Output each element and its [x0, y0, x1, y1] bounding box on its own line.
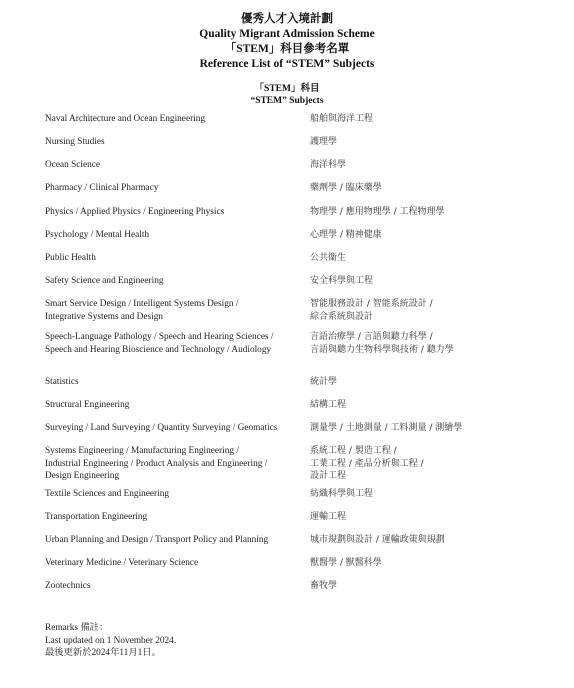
- subject-en: [45, 136, 105, 149]
- subject-zh: [310, 136, 337, 149]
- subject-zh-line: 海洋科學: [310, 160, 347, 170]
- document-header: [0, 12, 574, 72]
- subject-en: [45, 298, 238, 323]
- subject-row: [0, 422, 574, 445]
- subject-row: [0, 113, 574, 136]
- subject-en-line: Psychology / Mental Health: [45, 230, 150, 240]
- subject-zh-line: 安全科學與工程: [310, 276, 374, 286]
- subject-row: [0, 252, 574, 275]
- subtitle-zh: 「STEM」科目參考名單: [224, 43, 350, 55]
- subject-zh: [310, 206, 445, 219]
- title-en: Quality Migrant Admission Scheme: [199, 28, 375, 40]
- subject-zh: [310, 298, 433, 323]
- subject-zh: [310, 252, 346, 265]
- subject-en: [45, 488, 169, 501]
- subject-zh-line: 護理學: [310, 137, 338, 147]
- section-heading-zh: 「STEM」科目: [254, 84, 320, 94]
- last-updated-en: Last updated on 1 November 2024.: [45, 635, 177, 646]
- subject-zh: [310, 511, 346, 524]
- subject-en: [45, 557, 198, 570]
- subject-zh: [310, 182, 382, 195]
- subject-en-line: Systems Engineering / Manufacturing Engineering /: [45, 446, 239, 456]
- subject-en: [45, 206, 224, 219]
- subject-en: [45, 229, 149, 242]
- subject-en-line: Zootechnics: [45, 581, 91, 591]
- subject-zh-line: 公共衞生: [310, 253, 347, 263]
- subject-en: [45, 182, 158, 195]
- subject-en-line: Veterinary Medicine / Veterinary Science: [45, 558, 199, 568]
- remarks-label: Remarks 備註：: [45, 623, 109, 633]
- subject-zh-line: 設計工程: [310, 471, 347, 481]
- subject-en-line: Physics / Applied Physics / Engineering Physics: [45, 207, 225, 217]
- subject-zh-line: 藥劑學 / 臨床藥學: [310, 183, 382, 193]
- subject-zh: [310, 229, 382, 242]
- subject-en: [45, 422, 277, 435]
- subject-en-line: Surveying / Land Surveying / Quantity Surveying / Geomatics: [45, 423, 278, 433]
- subject-en-line: Safety Science and Engineering: [45, 276, 164, 286]
- subject-row: [0, 182, 574, 206]
- section-heading: [0, 83, 574, 107]
- subject-en: [45, 331, 273, 356]
- subject-row: [0, 298, 574, 331]
- subject-row: [0, 229, 574, 252]
- subject-zh-line: 物理學 / 應用物理學 / 工程物理學: [310, 207, 445, 217]
- subject-en-line: Public Health: [45, 253, 96, 263]
- subject-row: [0, 580, 574, 600]
- subject-row: [0, 275, 574, 298]
- subject-zh-line: 船舶與海洋工程: [310, 114, 374, 124]
- subject-zh-line: 城市規劃與設計 / 運輸政策與規劃: [310, 535, 445, 545]
- subject-row: [0, 557, 574, 580]
- last-updated-zh: 最後更新於2024年11月1日。: [45, 648, 161, 658]
- subject-zh: [310, 399, 346, 412]
- subject-row: [0, 511, 574, 534]
- subject-zh: [310, 534, 445, 547]
- subject-row: [0, 159, 574, 182]
- subject-en-line: Pharmacy / Clinical Pharmacy: [45, 183, 159, 193]
- subject-zh: [310, 422, 462, 435]
- subject-zh-line: 統計學: [310, 377, 338, 387]
- subject-en: [45, 511, 147, 524]
- subject-en: [45, 159, 100, 172]
- subject-zh-line: 紡織科學與工程: [310, 489, 374, 499]
- subject-zh: [310, 580, 337, 593]
- subject-en: [45, 534, 268, 547]
- subject-zh: [310, 113, 373, 126]
- subject-en: [45, 113, 205, 126]
- remarks: [45, 622, 176, 660]
- subject-row: [0, 206, 574, 229]
- subject-row: [0, 488, 574, 511]
- subject-row: [0, 136, 574, 159]
- subject-zh-line: 言語與聽力生物科學與技術 / 聽力學: [310, 344, 454, 355]
- subject-en-line: Nursing Studies: [45, 137, 105, 147]
- subject-en-line: Speech and Hearing Bioscience and Technology / Audiology: [45, 344, 272, 355]
- subject-zh: [310, 275, 373, 288]
- section-heading-en: “STEM” Subjects: [250, 96, 324, 106]
- subject-en-line: Textile Sciences and Engineering: [45, 489, 170, 499]
- subject-zh-line: 工業工程 / 產品分析與工程 /: [310, 458, 424, 469]
- subject-en-line: Transportation Engineering: [45, 512, 148, 522]
- subject-en-line: Smart Service Design / Intelligent Systems Design /: [45, 299, 239, 309]
- subject-en-line: Naval Architecture and Ocean Engineering: [45, 114, 206, 124]
- subject-en-line: Industrial Engineering / Product Analysis and Engineering /: [45, 458, 268, 469]
- subject-row: [0, 376, 574, 399]
- subject-en: [45, 445, 267, 483]
- subject-zh: [310, 159, 346, 172]
- subject-zh-line: 綜合系統與設計: [310, 311, 374, 322]
- subtitle-en: Reference List of “STEM” Subjects: [199, 58, 375, 70]
- subject-en-line: Statistics: [45, 377, 79, 387]
- subject-zh: [310, 488, 373, 501]
- subject-zh-line: 畜牧學: [310, 581, 338, 591]
- title-zh: 優秀人才入境計劃: [241, 13, 333, 25]
- subject-zh: [310, 557, 382, 570]
- subject-en: [45, 399, 129, 412]
- subject-row: [0, 399, 574, 422]
- subject-zh: [310, 376, 337, 389]
- subject-en-line: Ocean Science: [45, 160, 100, 170]
- subject-en-line: Integrative Systems and Design: [45, 311, 163, 322]
- subject-en: [45, 376, 79, 389]
- subject-row: [0, 445, 574, 488]
- subject-en-line: Urban Planning and Design / Transport Policy and Planning: [45, 535, 269, 545]
- subject-zh-line: 運輸工程: [310, 512, 347, 522]
- subject-zh-line: 測量學 / 土地測量 / 工料測量 / 測繪學: [310, 423, 463, 433]
- subject-row: [0, 534, 574, 557]
- subject-en: [45, 580, 90, 593]
- subject-zh: [310, 331, 454, 356]
- subject-en: [45, 252, 96, 265]
- subject-row: [0, 331, 574, 376]
- subject-en-line: Structural Engineering: [45, 400, 130, 410]
- subject-en-line: Design Engineering: [45, 471, 120, 481]
- subject-zh: [310, 445, 424, 483]
- subject-zh-line: 智能服務設計 / 智能系統設計 /: [310, 299, 433, 309]
- subject-en: [45, 275, 164, 288]
- subject-zh-line: 結構工程: [310, 400, 347, 410]
- subject-zh-line: 心理學 / 精神健康: [310, 230, 382, 240]
- subject-zh-line: 系統工程 / 製造工程 /: [310, 446, 397, 456]
- subject-en-line: Speech-Language Pathology / Speech and Hearing Sciences /: [45, 332, 274, 342]
- subject-zh-line: 言語治療學 / 言語與聽力科學 /: [310, 332, 433, 342]
- subject-zh-line: 獸醫學 / 獸醫科學: [310, 558, 382, 568]
